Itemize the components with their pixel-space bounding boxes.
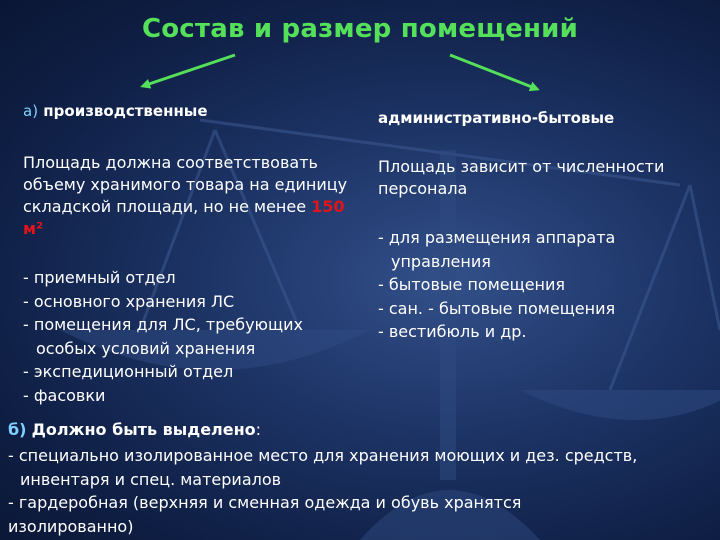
required-rooms-list (8, 444, 714, 538)
production-rooms-list (23, 266, 368, 407)
list-item: - приемный отдел (23, 268, 176, 287)
list-item: - вестибюль и др. (378, 322, 527, 341)
list-item: - фасовки (23, 385, 106, 405)
left-arrow-icon (143, 55, 235, 86)
right-arrow-icon (450, 55, 537, 89)
list-item-continuation: изолированно) (8, 516, 134, 536)
section-a-marker: а) (23, 102, 39, 120)
list-item: - сан. - бытовые помещения (378, 298, 616, 318)
list-item: - бытовые помещения (378, 275, 566, 294)
list-item: - специально изолированное место для хранения моющих и дез. средств, (8, 446, 638, 465)
list-item: - экспедиционный отдел (23, 362, 234, 381)
section-b-heading (8, 420, 261, 439)
admin-area-text: Площадь зависит от численности персонала (378, 157, 665, 198)
production-area-text (23, 152, 368, 240)
list-item: - для размещения аппарата управления (378, 228, 616, 271)
list-item: - гардеробная (верхняя и сменная одежда и обувь хранятся (8, 493, 522, 512)
admin-heading (378, 109, 614, 127)
production-area-description: Площадь должна соответствовать объему хранимого товара на единицу складской площади, но не менее (23, 153, 348, 216)
admin-heading-label: административно-бытовые (378, 109, 615, 127)
list-item-continuation: инвентаря и спец. материалов (20, 469, 282, 489)
section-b-marker: б) (8, 420, 27, 439)
production-heading (23, 102, 208, 120)
page-title: Состав и размер помещений (141, 14, 579, 44)
production-area-value: 150 м² (23, 197, 345, 238)
list-item: - помещения для ЛС, требующих особых условий хранения (23, 315, 303, 358)
section-b-heading-label: Должно быть выделено (31, 420, 256, 439)
production-heading-label: производственные (43, 102, 208, 120)
list-item: - основного хранения ЛС (23, 291, 235, 311)
admin-rooms-list (378, 226, 708, 344)
section-b-colon: : (255, 420, 262, 439)
